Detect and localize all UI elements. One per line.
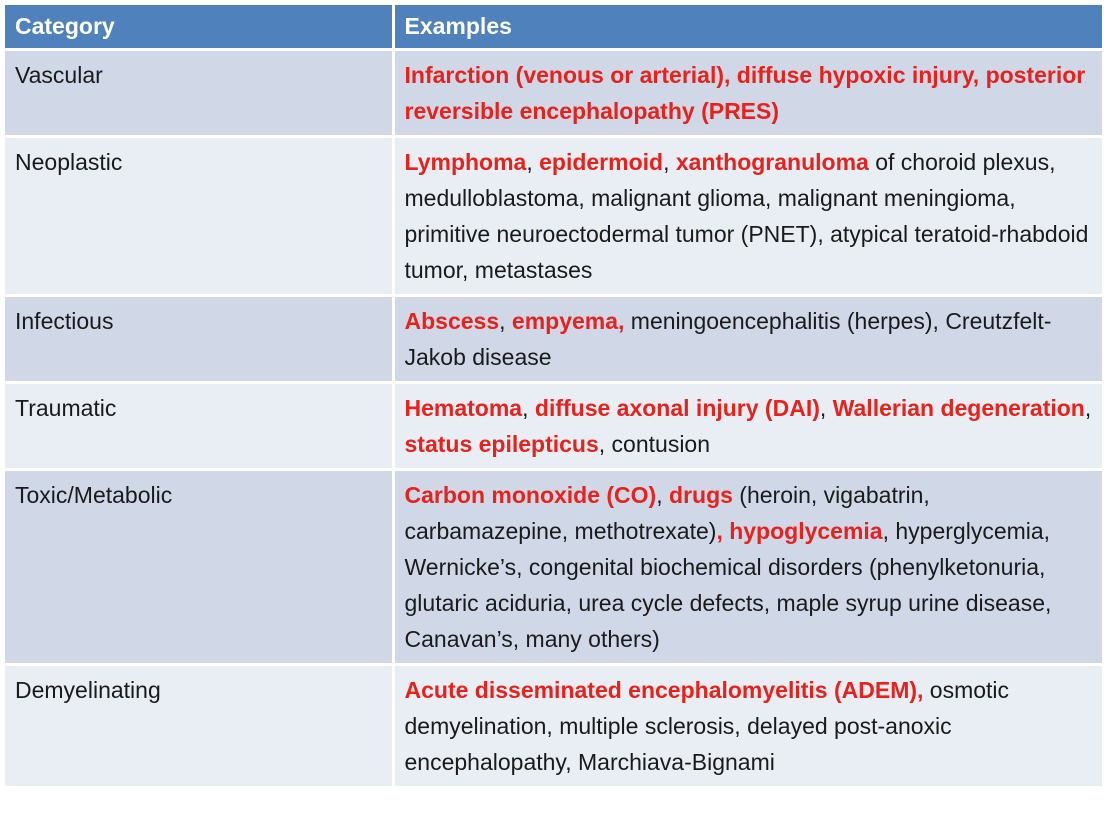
header-row — [5, 5, 1102, 50]
example-text: , hyperglycemia, Wernicke’s, congenital biochemical disorders (phenylketonuria, glutaric aciduria, urea cycle defects, maple syrup urine disease, Canavan’s, many others) — [404, 518, 1052, 652]
example-text: , contusion — [598, 431, 711, 457]
highlighted-example: Infarction (venous or arterial), diffuse hypoxic injury, posterior reversible encephalopathy (PRES) — [404, 62, 1086, 124]
examples-cell — [393, 383, 1102, 470]
highlighted-example: Acute disseminated encephalomyelitis (ADEM), — [404, 677, 924, 703]
category-cell: Infectious — [5, 296, 393, 383]
examples-cell — [393, 665, 1102, 787]
example-text: (heroin, vigabatrin, carbamazepine, methotrexate) — [404, 482, 930, 544]
example-text: of choroid plexus, medulloblastoma, malignant glioma, malignant meningioma, primitive neuroectodermal tumor (PNET), atypical teratoid-rhabdoid tumor, metastases — [404, 149, 1089, 283]
table-row — [5, 50, 1102, 137]
example-text: , — [526, 149, 540, 175]
example-text: , — [522, 395, 535, 421]
category-examples-table-wrapper — [5, 5, 1102, 786]
table-body — [5, 50, 1102, 787]
highlighted-example: Carbon monoxide (CO) — [404, 482, 657, 508]
examples-cell — [393, 470, 1102, 665]
category-cell: Vascular — [5, 50, 393, 137]
example-text: , — [499, 308, 512, 334]
example-text: , — [1084, 395, 1092, 421]
table-row — [5, 137, 1102, 296]
header-examples: Examples — [393, 5, 1102, 50]
table-row — [5, 470, 1102, 665]
category-examples-table — [5, 5, 1102, 786]
category-cell: Toxic/Metabolic — [5, 470, 393, 665]
category-cell: Demyelinating — [5, 665, 393, 787]
highlighted-example: Wallerian degeneration — [832, 395, 1085, 421]
highlighted-example: , hypoglycemia — [716, 518, 883, 544]
example-text: , — [819, 395, 833, 421]
highlighted-example: xanthogranuloma — [675, 149, 869, 175]
category-cell: Neoplastic — [5, 137, 393, 296]
header-category: Category — [5, 5, 393, 50]
example-text: osmotic demyelination, multiple sclerosis, delayed post-anoxic encephalopathy, Marchiava-Bignami — [404, 677, 1010, 775]
highlighted-example: Hematoma — [404, 395, 523, 421]
highlighted-example: Abscess — [404, 308, 500, 334]
highlighted-example: empyema, — [511, 308, 625, 334]
highlighted-example: status epilepticus — [404, 431, 599, 457]
example-text: meningoencephalitis (herpes), Creutzfelt-Jakob disease — [404, 308, 1052, 370]
highlighted-example: Lymphoma — [404, 149, 527, 175]
table-row — [5, 383, 1102, 470]
example-text: , — [663, 149, 676, 175]
examples-cell — [393, 296, 1102, 383]
highlighted-example: drugs — [669, 482, 733, 508]
category-cell: Traumatic — [5, 383, 393, 470]
table-row — [5, 665, 1102, 787]
examples-cell — [393, 50, 1102, 137]
example-text: , — [656, 482, 670, 508]
table-row — [5, 296, 1102, 383]
highlighted-example: diffuse axonal injury (DAI) — [534, 395, 820, 421]
examples-cell — [393, 137, 1102, 296]
highlighted-example: epidermoid — [539, 149, 664, 175]
